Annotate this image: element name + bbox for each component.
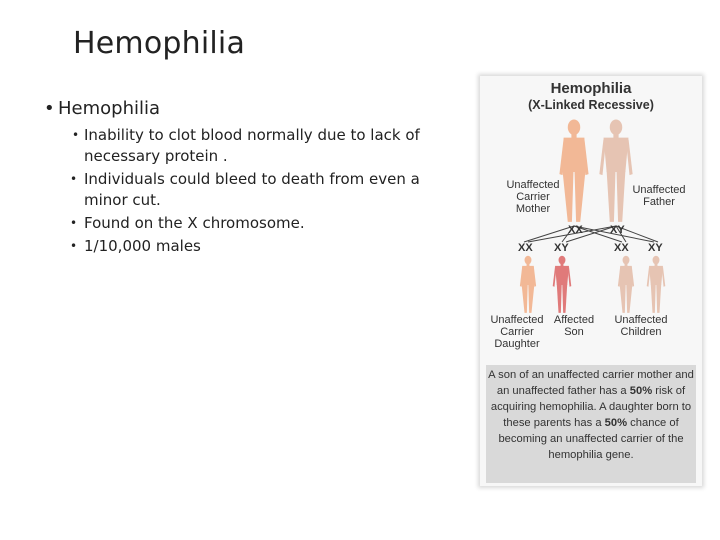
daughter-genotype: XX <box>518 242 533 254</box>
figure-caption: A son of an unaffected carrier mother and an unaffected father has a 50% risk of acquiring hemophilia. A daughter born to these parents has a 50% chance of becoming an unaffected carrier of the hemophilia gene. <box>486 365 696 483</box>
mother-genotype: XX <box>568 224 583 236</box>
body-part <box>604 138 629 172</box>
body-part <box>528 284 534 312</box>
inheritance-arrows <box>524 226 658 242</box>
daughter-figure <box>520 256 536 313</box>
body-part <box>620 266 633 285</box>
body-part <box>656 284 661 312</box>
body-part <box>626 139 632 175</box>
sub-bullet-1: • Inability to clot blood normally due to lack of necessary protein . <box>72 126 420 165</box>
body-part <box>651 284 656 312</box>
son-genotype: XY <box>554 242 569 254</box>
body-part <box>653 256 660 265</box>
slide-title: Hemophilia <box>73 26 246 61</box>
body-part <box>555 266 569 285</box>
child4-genotype: XY <box>648 242 663 254</box>
body-part <box>522 266 535 285</box>
father-genotype: XY <box>610 224 625 236</box>
body-part <box>655 264 658 267</box>
body-part <box>553 266 556 286</box>
slide-content <box>44 98 444 259</box>
figure-title: Hemophilia <box>550 80 632 97</box>
body-part <box>527 264 530 267</box>
body-part <box>559 256 566 265</box>
mother-label: Unaffected Carrier Mother <box>506 179 560 215</box>
body-part <box>649 266 663 285</box>
body-part <box>613 134 618 139</box>
arrow-mother-daughter <box>524 226 574 242</box>
body-part <box>568 266 571 286</box>
body-part <box>525 256 532 265</box>
sub-bullet-list <box>44 125 444 257</box>
body-part <box>575 171 586 222</box>
body-part <box>561 264 564 267</box>
body-part <box>610 119 622 135</box>
body-part <box>568 119 580 135</box>
body-part <box>522 284 528 312</box>
daughter-label: Unaffected Carrier Daughter <box>490 314 544 350</box>
body-part <box>626 284 632 312</box>
sub-bullet-2: • Individuals could bleed to death from even a minor cut. <box>70 170 420 209</box>
sub-bullet-3: • Found on the X chromosome. <box>70 214 305 232</box>
children-label: Unaffected Children <box>614 314 668 338</box>
body-part <box>620 284 626 312</box>
body-part <box>599 139 605 175</box>
son-figure <box>553 256 572 313</box>
child3-figure <box>618 256 634 313</box>
child3-genotype: XX <box>614 242 629 254</box>
main-bullet: • Hemophilia <box>44 98 444 119</box>
hemophilia-inheritance-figure <box>480 76 702 486</box>
son-label: Affected Son <box>553 314 595 338</box>
figure-subtitle: (X-Linked Recessive) <box>528 98 654 112</box>
sub-bullet-4: • 1/10,000 males <box>70 237 201 255</box>
child4-figure <box>647 256 666 313</box>
father-label: Unaffected Father <box>632 184 686 208</box>
body-part <box>562 284 567 312</box>
body-part <box>563 138 586 172</box>
body-part <box>625 264 628 267</box>
body-part <box>571 134 576 139</box>
body-part <box>647 266 650 286</box>
body-part <box>623 256 630 265</box>
body-part <box>557 284 562 312</box>
body-part <box>662 266 665 286</box>
body-part <box>607 171 616 222</box>
